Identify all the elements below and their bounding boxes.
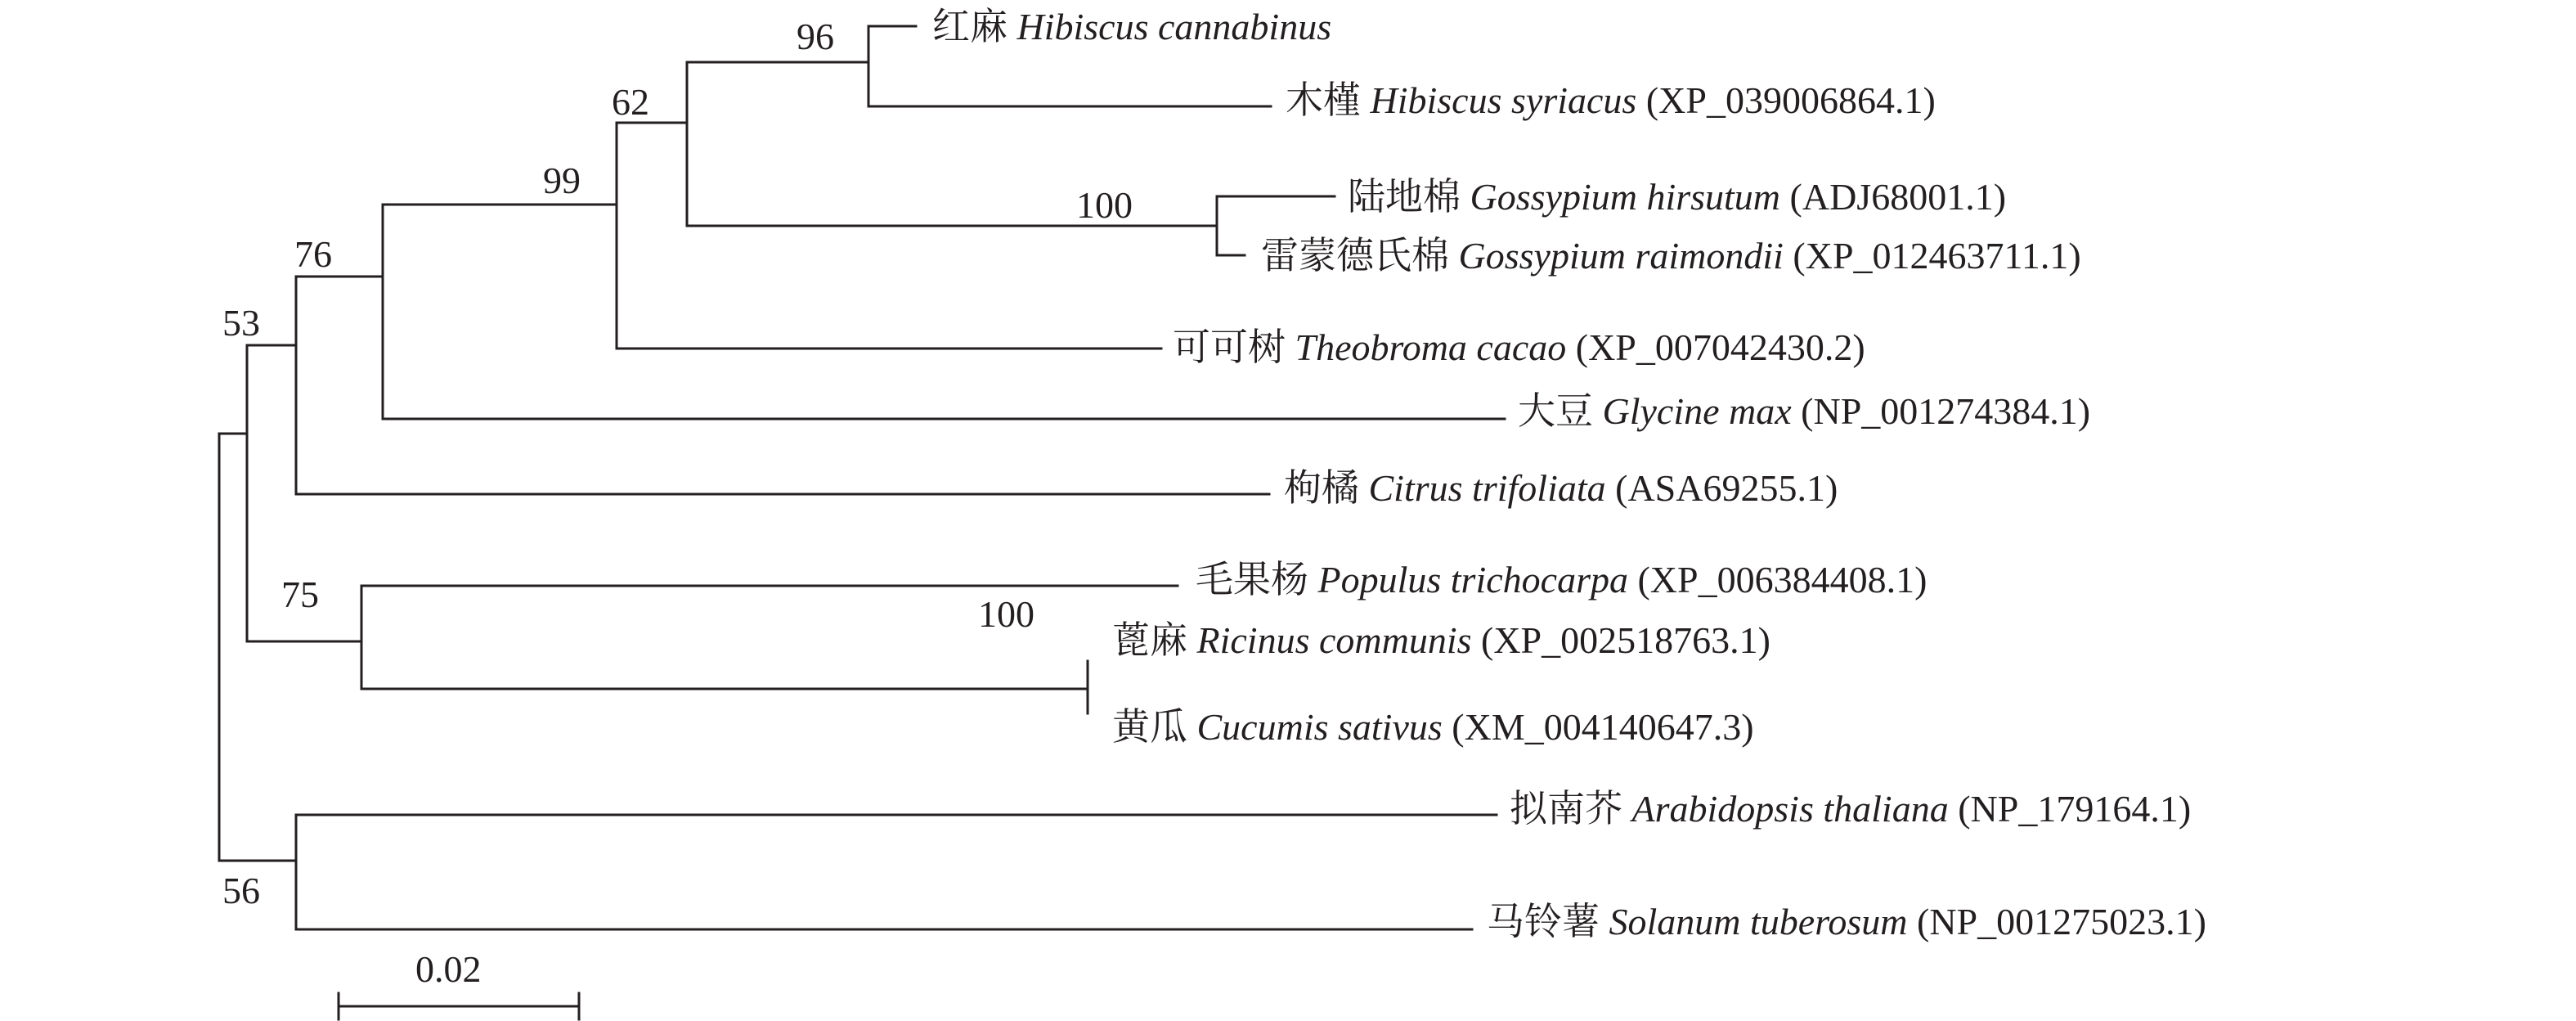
taxon-label: 可可树 Theobroma cacao (XP_007042430.2) [1173, 326, 1865, 368]
bootstrap-label: 62 [612, 81, 649, 123]
taxon-label: 木槿 Hibiscus syriacus (XP_039006864.1) [1286, 79, 1936, 121]
taxon-label: 雷蒙德氏棉 Gossypium raimondii (XP_012463711.1) [1261, 235, 2081, 277]
bootstrap-label: 96 [797, 16, 834, 57]
bootstrap-label: 75 [281, 573, 319, 615]
scale-bar-line [339, 993, 579, 1019]
taxon-label: 黄瓜 Cucumis sativus (XM_004140647.3) [1112, 706, 1754, 748]
scale-bar-label: 0.02 [415, 948, 482, 990]
bootstrap-label: 100 [978, 593, 1034, 635]
scale-bar [339, 948, 579, 1019]
taxon-label: 毛果杨 Populus trichocarpa (XP_006384408.1) [1196, 559, 1928, 600]
taxon-label: 枸橘 Citrus trifoliata (ASA69255.1) [1284, 467, 1838, 509]
bootstrap-label: 56 [222, 870, 260, 911]
taxon-label: 大豆 Glycine max (NP_001274384.1) [1518, 390, 2091, 432]
bootstrap-label: 76 [294, 233, 332, 275]
taxon-labels [932, 6, 2206, 942]
taxon-label: 拟南芥 Arabidopsis thaliana (NP_179164.1) [1510, 788, 2192, 830]
bootstrap-label: 99 [543, 160, 581, 201]
taxon-label: 红麻 Hibiscus cannabinus [932, 6, 1332, 47]
taxon-label: 马铃薯 Solanum tuberosum (NP_001275023.1) [1487, 901, 2206, 942]
bootstrap-values [222, 16, 1133, 911]
taxon-label: 蓖麻 Ricinus communis (XP_002518763.1) [1112, 619, 1770, 661]
bootstrap-label: 53 [222, 302, 260, 344]
taxon-label: 陆地棉 Gossypium hirsutum (ADJ68001.1) [1348, 176, 2007, 218]
bootstrap-label: 100 [1076, 184, 1133, 226]
